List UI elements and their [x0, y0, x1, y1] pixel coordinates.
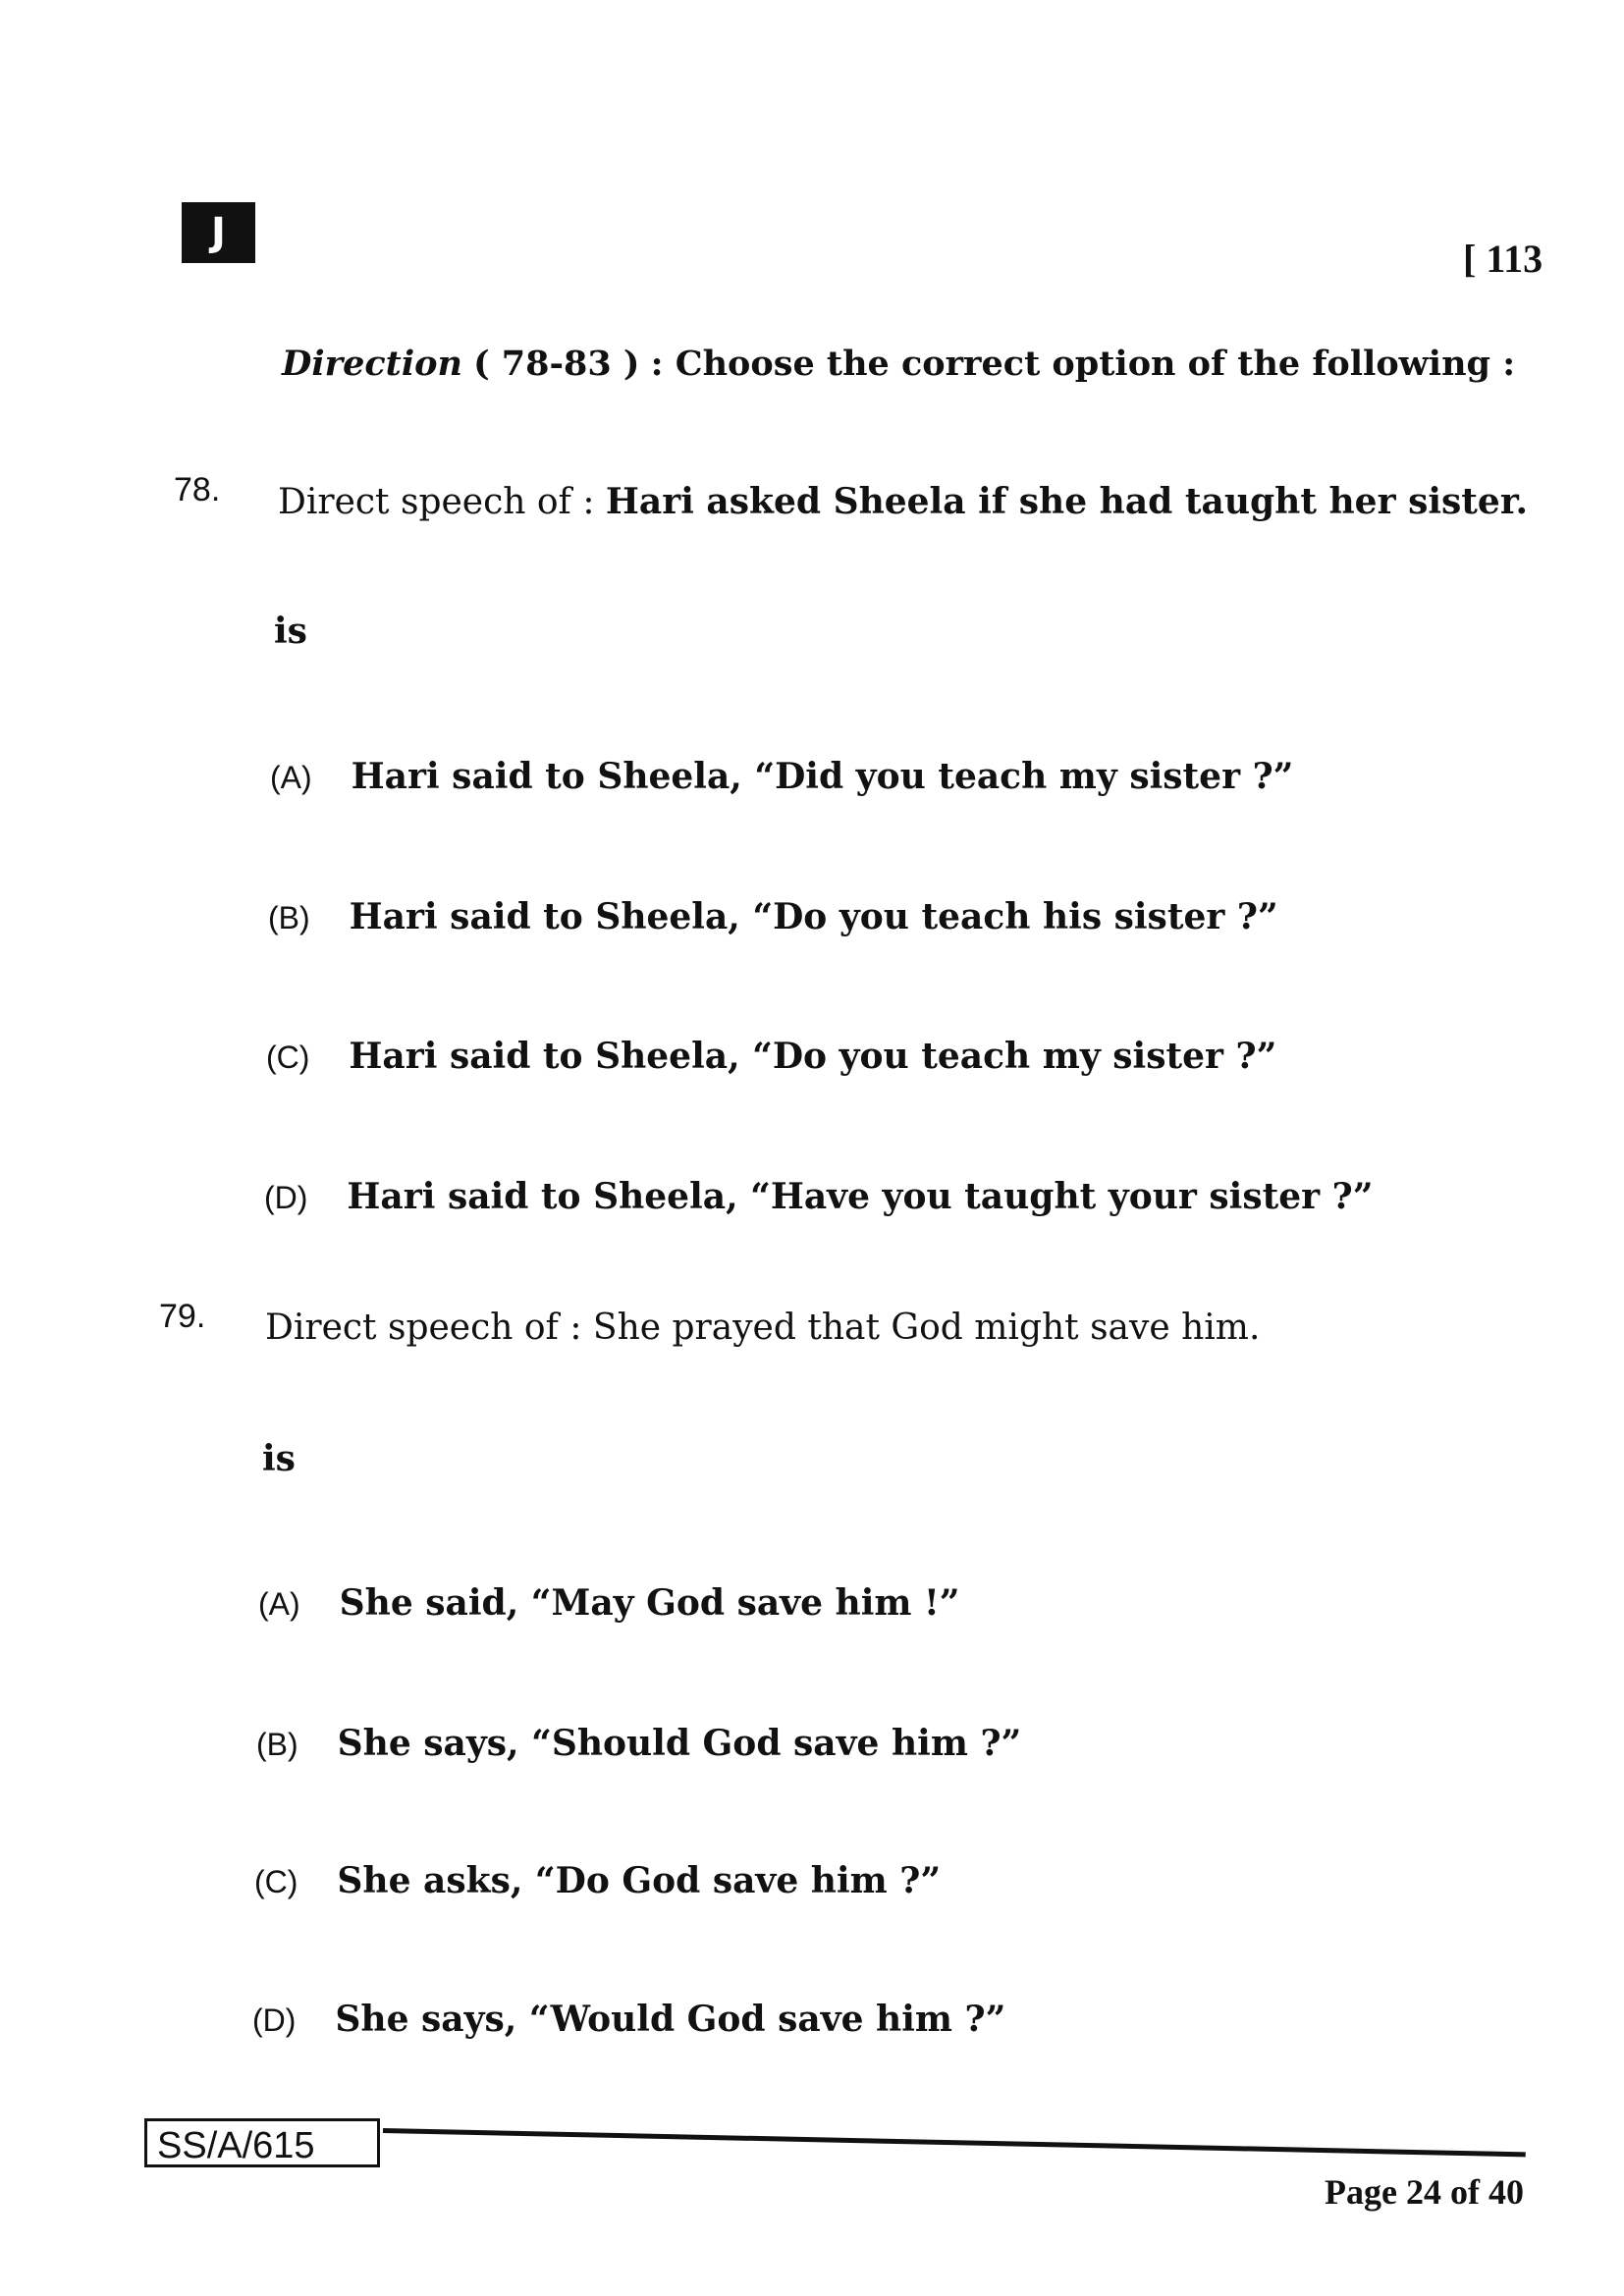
option-text: Hari said to Sheela, “Have you taught your sister ?”	[347, 1176, 1374, 1217]
option-c[interactable]	[266, 1036, 1276, 1077]
option-text: She asks, “Do God save him ?”	[337, 1860, 942, 1901]
corner-mark: [ 113	[1463, 237, 1543, 281]
page-number: Page 24 of 40	[1325, 2172, 1524, 2212]
set-badge: J	[182, 202, 255, 263]
option-a[interactable]	[270, 756, 1293, 797]
question-sentence: She prayed that God might save him.	[592, 1308, 1261, 1348]
question-text	[278, 481, 1528, 522]
option-text: She said, “May God save him !”	[339, 1582, 960, 1624]
option-label: (A)	[258, 1586, 300, 1622]
option-d[interactable]	[264, 1176, 1373, 1217]
option-d[interactable]	[252, 1999, 1005, 2040]
question-text	[265, 1308, 1260, 1348]
option-b[interactable]	[256, 1723, 1021, 1764]
option-label: (D)	[252, 2002, 297, 2038]
direction-label: Direction	[282, 344, 462, 384]
option-label: (C)	[254, 1864, 298, 1899]
option-text: Hari said to Sheela, “Do you teach his sister ?”	[349, 896, 1278, 937]
direction	[282, 344, 1515, 384]
option-text: Hari said to Sheela, “Did you teach my sister ?”	[351, 756, 1294, 797]
direction-text: : Choose the correct option of the following :	[650, 344, 1516, 384]
option-text: She says, “Would God save him ?”	[335, 1999, 1006, 2040]
option-label: (B)	[256, 1727, 298, 1762]
question-suffix: is	[274, 611, 307, 652]
option-c[interactable]	[254, 1860, 941, 1901]
option-b[interactable]	[268, 896, 1278, 937]
option-label: (D)	[264, 1180, 308, 1215]
option-label: (C)	[266, 1040, 310, 1075]
option-label: (A)	[270, 760, 312, 795]
question-suffix: is	[262, 1438, 296, 1479]
question-number: 79.	[159, 1298, 206, 1335]
question-number: 78.	[174, 471, 221, 508]
paper-code: SS/A/615	[144, 2118, 380, 2167]
direction-range: ( 78-83 )	[473, 344, 640, 384]
footer-rule	[383, 2128, 1526, 2157]
option-text: Hari said to Sheela, “Do you teach my sister ?”	[349, 1036, 1277, 1077]
option-text: She says, “Should God save him ?”	[337, 1723, 1022, 1764]
question-sentence: Hari asked Sheela if she had taught her sister.	[605, 481, 1529, 522]
question-prefix: Direct speech of :	[265, 1308, 582, 1348]
option-label: (B)	[268, 900, 310, 935]
option-a[interactable]	[258, 1582, 960, 1624]
question-prefix: Direct speech of :	[278, 482, 595, 522]
